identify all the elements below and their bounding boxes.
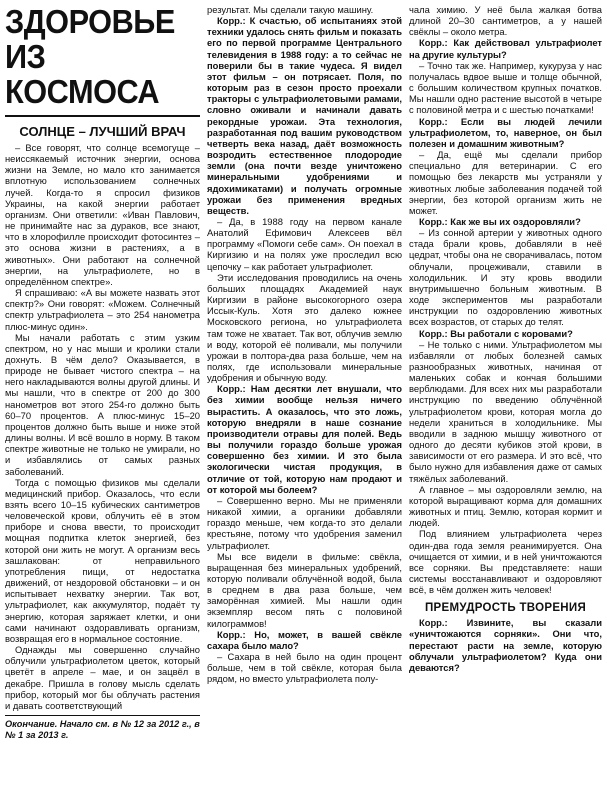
- column-3-body: [409, 4, 602, 595]
- headline-rule: [5, 115, 200, 117]
- article-paragraph: [409, 484, 602, 529]
- article-paragraph: [207, 651, 402, 684]
- paragraph-text: – Совершенно верно. Мы не применяли никакой химии, а органики добавляли гораздо меньше, чем когда-то это делали крестьяне, потому что удобрения заменил ультрафиолет.: [207, 494, 402, 551]
- speaker-label: Корр.:: [419, 215, 448, 227]
- paragraph-text: чала химию. У неё была жалкая ботва длиной 20–30 сантиметров, а у нашей свёклы – около метра.: [409, 4, 602, 38]
- paragraph-text: – Да, в 1988 году на первом канале Анатолий Ефимович Алексеев вёл программу «Помоги себе сам». Он поехал в Киргизию и на полях уже проследил всю цепочку – как работает ультрафиолет.: [207, 215, 402, 272]
- paragraph-text: Я спрашиваю: «А вы можете назвать этот спектр?» Они говорят: «Можем. Солнечный спектр ультрафиолета – это 254 нанометра плюс-минус один».: [5, 287, 200, 332]
- article-paragraph: [207, 216, 402, 272]
- interviewer-question: [409, 617, 602, 673]
- column-1-body: [5, 142, 200, 711]
- speaker-label: Корр.:: [217, 628, 246, 640]
- interviewer-question: [207, 15, 402, 216]
- speaker-label: Корр.:: [419, 327, 448, 339]
- paragraph-text: Как действовал ультрафиолет на другие культуры?: [409, 37, 602, 60]
- paragraph-text: А главное – мы оздоровляли землю, на которой выращивают корма для домашних животных и птиц. Землю, которая кормит и людей.: [409, 483, 602, 529]
- paragraph-text: Тогда с помощью физиков мы сделали медицинский прибор. Оказалось, что если взять всего 10–15 кубических сантиметров человеческой крови, облучить её в этом приборе и снова ввести, то происходит мощная подпитка клеток энергией, без которой они жить не могут. А организм весь зашлакован: от неправильного употребления пищи, от недостатка движений, от нездоровой обстановки – и он испытывает нехватку энергии. Так вот, ультрафиолет, как аккумулятор, подаёт ту энергию, которая заряжает клетки, и они сами начинают оздоравливать организм, возвращая его в нормальное состояние.: [5, 476, 200, 644]
- headline: [5, 4, 200, 109]
- article-paragraph: [207, 495, 402, 551]
- article-paragraph: [409, 149, 602, 216]
- article-paragraph: [5, 477, 200, 644]
- paragraph-text: Вы работали с коровами?: [447, 327, 573, 339]
- article-paragraph: [409, 339, 602, 484]
- paragraph-text: Но, может, в вашей свёкле сахара было мало?: [207, 628, 402, 651]
- paragraph-text: Однажды мы совершенно случайно облучили ультрафиолетом цветок, который цветёт в апреле – мае, и он зацвёл в декабре. Пришла в голову мысль сделать прибор, который мог бы облучать растения и давать соответствующий: [5, 644, 200, 711]
- paragraph-text: Извините, вы сказали «уничтожаются сорняки». Они что, перестают расти на земле, которую облучали ультрафиолетом? Куда они деваются?: [409, 617, 602, 673]
- article-paragraph: [409, 60, 602, 116]
- speaker-label: Корр.:: [419, 617, 448, 629]
- interviewer-question: [409, 37, 602, 59]
- article-paragraph: [5, 644, 200, 711]
- article-paragraph: [207, 4, 402, 15]
- article-paragraph: [409, 4, 602, 37]
- article-paragraph: [409, 528, 602, 595]
- article-paragraph: [5, 287, 200, 332]
- paragraph-text: – Из сонной артерии у животных одного стада брали кровь, добавляли в неё цедрат, чтобы она не сворачивалась, потом облучали, процеживали, ставили в холодильник. И эту кровь вводили внутримышечно больным животным. В ходе экспериментов мы разработали инструкции по оздоровлению животных всех возрастов, от старых до телят.: [409, 227, 602, 328]
- interviewer-question: [207, 629, 402, 651]
- paragraph-text: Как же вы их оздоровляли?: [447, 215, 581, 227]
- speaker-label: Корр.:: [217, 15, 246, 27]
- paragraph-text: результат. Мы сделали такую машину.: [207, 4, 374, 15]
- article-paragraph: [207, 272, 402, 384]
- column-2-body: [207, 4, 402, 685]
- headline-line-1: ЗДОРОВЬЕ: [5, 4, 175, 40]
- paragraph-text: Под влиянием ультрафиолета через один-два года земля реанимируется. Она очищается от химии, и в ней уничтожаются все сорняки. Вы представляете: наши системы восстанавливают и оздоровляют всё, в чём должен жить человек!: [409, 528, 602, 596]
- paragraph-text: Нам десятки лет внушали, что без химии вообще нельзя ничего вырастить. А оказалось, что это ложь, которую внедряли в наше сознание производители отравы для полей. Ведь вы получили гораздо больше урожая совершенно без химии. И это была экологически чистая продукция, в отличие от той, которую нам продают и от которой мы болеем?: [207, 383, 402, 495]
- paragraph-text: – Все говорят, что солнце всемогуще – неиссякаемый источник энергии, основа жизни на Земле, но мало кто занимается вплотную использованием солнечных лучей. Когда-то я спросил физиков Украины, на какой энергии работает организм. Они ответили: «Иван Павлович, не принимайте нас за дураков, все знают, что в хлорофилле происходит фотосинтез – это основа жизни в растениях, а в животных». Они работают на солнечной энергии, на ультрафиолете, но в определённом спектре».: [5, 142, 200, 287]
- article-paragraph: [5, 332, 200, 477]
- article-paragraph: [409, 227, 602, 327]
- paragraph-text: – Сахара в ней было на один процент больше, чем в той свёкле, которая была рядом, но вместо ультрафиолета полу-: [207, 651, 402, 685]
- interviewer-question: [409, 216, 602, 227]
- column-3: [409, 4, 602, 796]
- headline-line-2: ИЗ КОСМОСА: [5, 38, 160, 110]
- article-paragraph: [207, 551, 402, 629]
- speaker-label: Корр.:: [419, 37, 448, 49]
- paragraph-text: Мы начали работать с этим узким спектром, но у нас мыши и кролики стали дохнуть. В чём дело? Оказывается, в природе не бывает чистого спектра – на него накладываются волны другой длины. И мы нашли, что в спектре от 200 до 300 нанометров вот этого 254-го должно быть 60–70 процентов. А плюс-минус 15–20 процентов должно быть выше и ниже этой длины волны. И всё вошло в норму. В таком спектре животные не только не умирали, но и избавлялись от самых разных заболеваний.: [5, 331, 200, 477]
- column-1: [5, 4, 200, 796]
- interviewer-question: [207, 383, 402, 495]
- paragraph-text: Эти исследования проводились на очень больших площадях Академией наук Киргизии в районе высокогорного озера Иссык-Куль. Хотя это далеко южнее Московского региона, но ультрафиолета там тоже не хватает. Так вот, облучив землю и воду, которой её поливали, мы получили урожаи в полтора-два раза больше, чем на полях, где использовали минеральные удобрения и обычную воду.: [207, 271, 402, 384]
- interviewer-question: [409, 116, 602, 149]
- column-3-after-section: [409, 617, 602, 673]
- continuation-note: Окончание. Начало см. в № 12 за 2012 г., в № 1 за 2013 г.: [5, 715, 200, 741]
- article-paragraph: [5, 142, 200, 287]
- paragraph-text: Если вы людей лечили ультрафиолетом, то, наверное, он был полезен и домашним животным?: [409, 115, 602, 149]
- speaker-label: Корр.:: [217, 383, 246, 395]
- section-title: ПРЕМУДРОСТЬ ТВОРЕНИЯ: [424, 602, 587, 615]
- interviewer-question: [409, 328, 602, 339]
- paragraph-text: – Да, ещё мы сделали прибор специально для ветеринарии. С его помощью без лекарств мы устраняли у животных любые заболевания подачей той энергии, без которой организм жить не может.: [409, 149, 602, 216]
- column-2: [207, 4, 402, 796]
- paragraph-text: Мы все видели в фильме: свёкла, выращенная без минеральных удобрений, которую поливали облучённой водой, была в среднем в два раза больше, чем заморённая химией. Мы нашли один экземпляр весом пять с половиной килограммов!: [207, 550, 402, 629]
- subheading: СОЛНЦЕ – ЛУЧШИЙ ВРАЧ: [19, 124, 186, 139]
- paragraph-text: – Точно так же. Например, кукуруза у нас получалась вдвое выше и толще обычной, с большим количеством крупных початков. Мы нашли одно растение высотой в четыре с половиной метра и с шестью початками!: [409, 59, 602, 116]
- paragraph-text: К счастью, об испытаниях этой техники удалось снять фильм и показать его по первой программе Центрального телевидения в 1988 году: а то сейчас не поверили бы в такие чудеса. Я видел этот фильм – он потрясает. Поля, по которым раз в сезон просто проехали тракторы с ультрафиолетовыми рамами, словно оживали и начинали давать рекордные урожаи. Эта технология, разработанная под вашим руководством четверть века назад, даёт возможность возродить естественное плодородие земли (она почти везде уничтожено минеральными удобрениями и ядохимикатами) и получать огромные урожаи без применения вредных веществ.: [207, 15, 402, 216]
- paragraph-text: – Не только с ними. Ультрафиолетом мы избавляли от любых болезней самых разнообразных животных, начиная от маленьких собак и кончая большими верблюдами. Для всех них мы разработали инструкцию по введению облучённой ультрафиолетом крови, которая могла до недели храниться в холодильнике. Мы вводили в заднюю мышцу животного от одного до десяти кубиков этой крови, в зависимости от его размера. И это всё, что было нужно для избавления даже от самых тяжёлых заболеваний.: [409, 338, 602, 484]
- speaker-label: Корр.:: [419, 115, 448, 127]
